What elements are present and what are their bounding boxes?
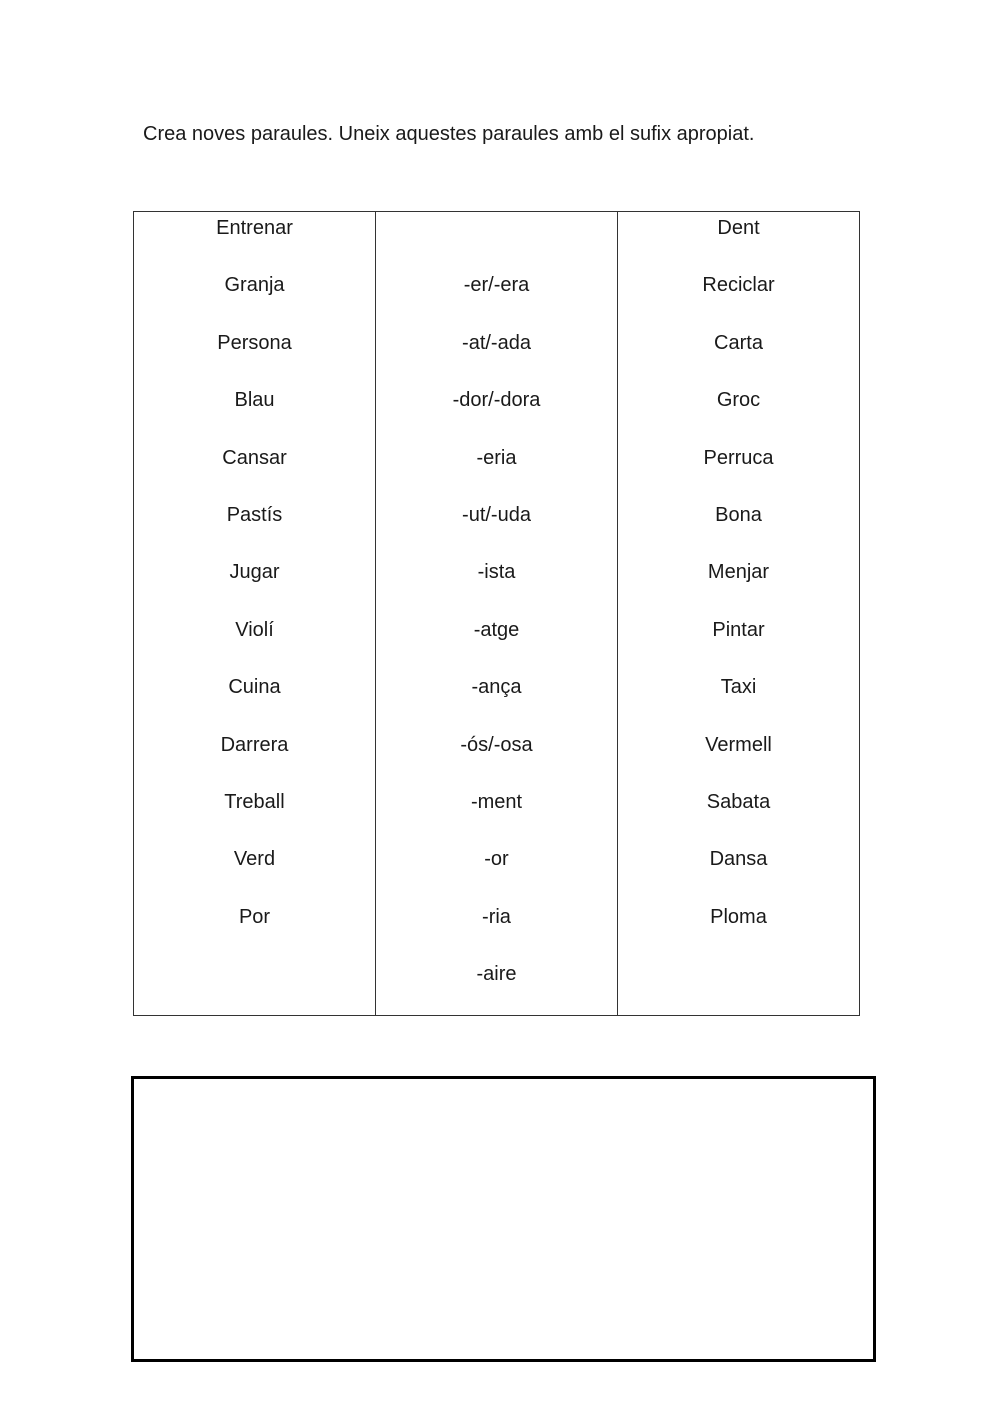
suffix-cell: -ut/-uda [462, 504, 531, 526]
suffix-cell: -ment [470, 791, 523, 813]
word-table [133, 211, 860, 1016]
word-cell: Bona [715, 504, 762, 526]
suffix-cell: -or [484, 848, 509, 871]
suffix-cell: -aire [476, 963, 517, 986]
suffix-cell: -at/-ada [462, 331, 531, 354]
suffix-cell: -dor/-dora [452, 389, 541, 412]
word-cell: Perruca [703, 446, 774, 469]
suffix-cell: -eria [476, 446, 517, 469]
word-cell: Pastís [226, 504, 283, 526]
word-cell: Jugar [229, 561, 280, 584]
suffix-cell: -ista [477, 561, 516, 584]
word-cell: Vermell [705, 733, 772, 756]
word-cell: Groc [716, 389, 761, 412]
word-cell: Darrera [220, 733, 289, 756]
suffix-cell: -ança [471, 676, 522, 699]
column-words-left [134, 212, 375, 1015]
instruction-text: Crea noves paraules. Uneix aquestes paraules amb el sufix apropiat. [143, 123, 755, 145]
word-cell: Pintar [712, 618, 765, 641]
word-cell: Cansar [222, 446, 287, 469]
word-cell: Reciclar [702, 274, 775, 297]
answer-box[interactable] [131, 1076, 876, 1362]
word-cell: Por [238, 905, 271, 928]
column-suffixes [375, 212, 617, 1015]
word-cell: Dansa [709, 848, 768, 871]
word-cell: Menjar [707, 561, 770, 584]
suffix-cell: -ós/-osa [460, 733, 533, 756]
suffix-cell: -ria [482, 905, 511, 928]
suffix-cell: -atge [473, 618, 520, 641]
word-cell [134, 960, 375, 988]
word-cell: Cuina [228, 676, 281, 699]
word-cell: Taxi [720, 676, 757, 699]
suffix-cell: -er/-era [463, 274, 530, 297]
word-cell: Granja [224, 274, 285, 297]
word-cell: Dent [717, 217, 760, 239]
word-cell: Violí [235, 618, 274, 641]
word-cell: Treball [224, 791, 285, 813]
column-words-right [617, 212, 859, 1015]
word-cell: Entrenar [216, 217, 293, 239]
word-cell: Persona [217, 331, 292, 354]
word-cell [618, 960, 859, 988]
suffix-cell [376, 214, 617, 242]
word-cell: Carta [714, 331, 763, 354]
word-cell: Blau [234, 389, 275, 412]
word-cell: Sabata [706, 791, 771, 813]
word-cell: Ploma [710, 905, 767, 928]
word-cell: Verd [233, 848, 276, 871]
